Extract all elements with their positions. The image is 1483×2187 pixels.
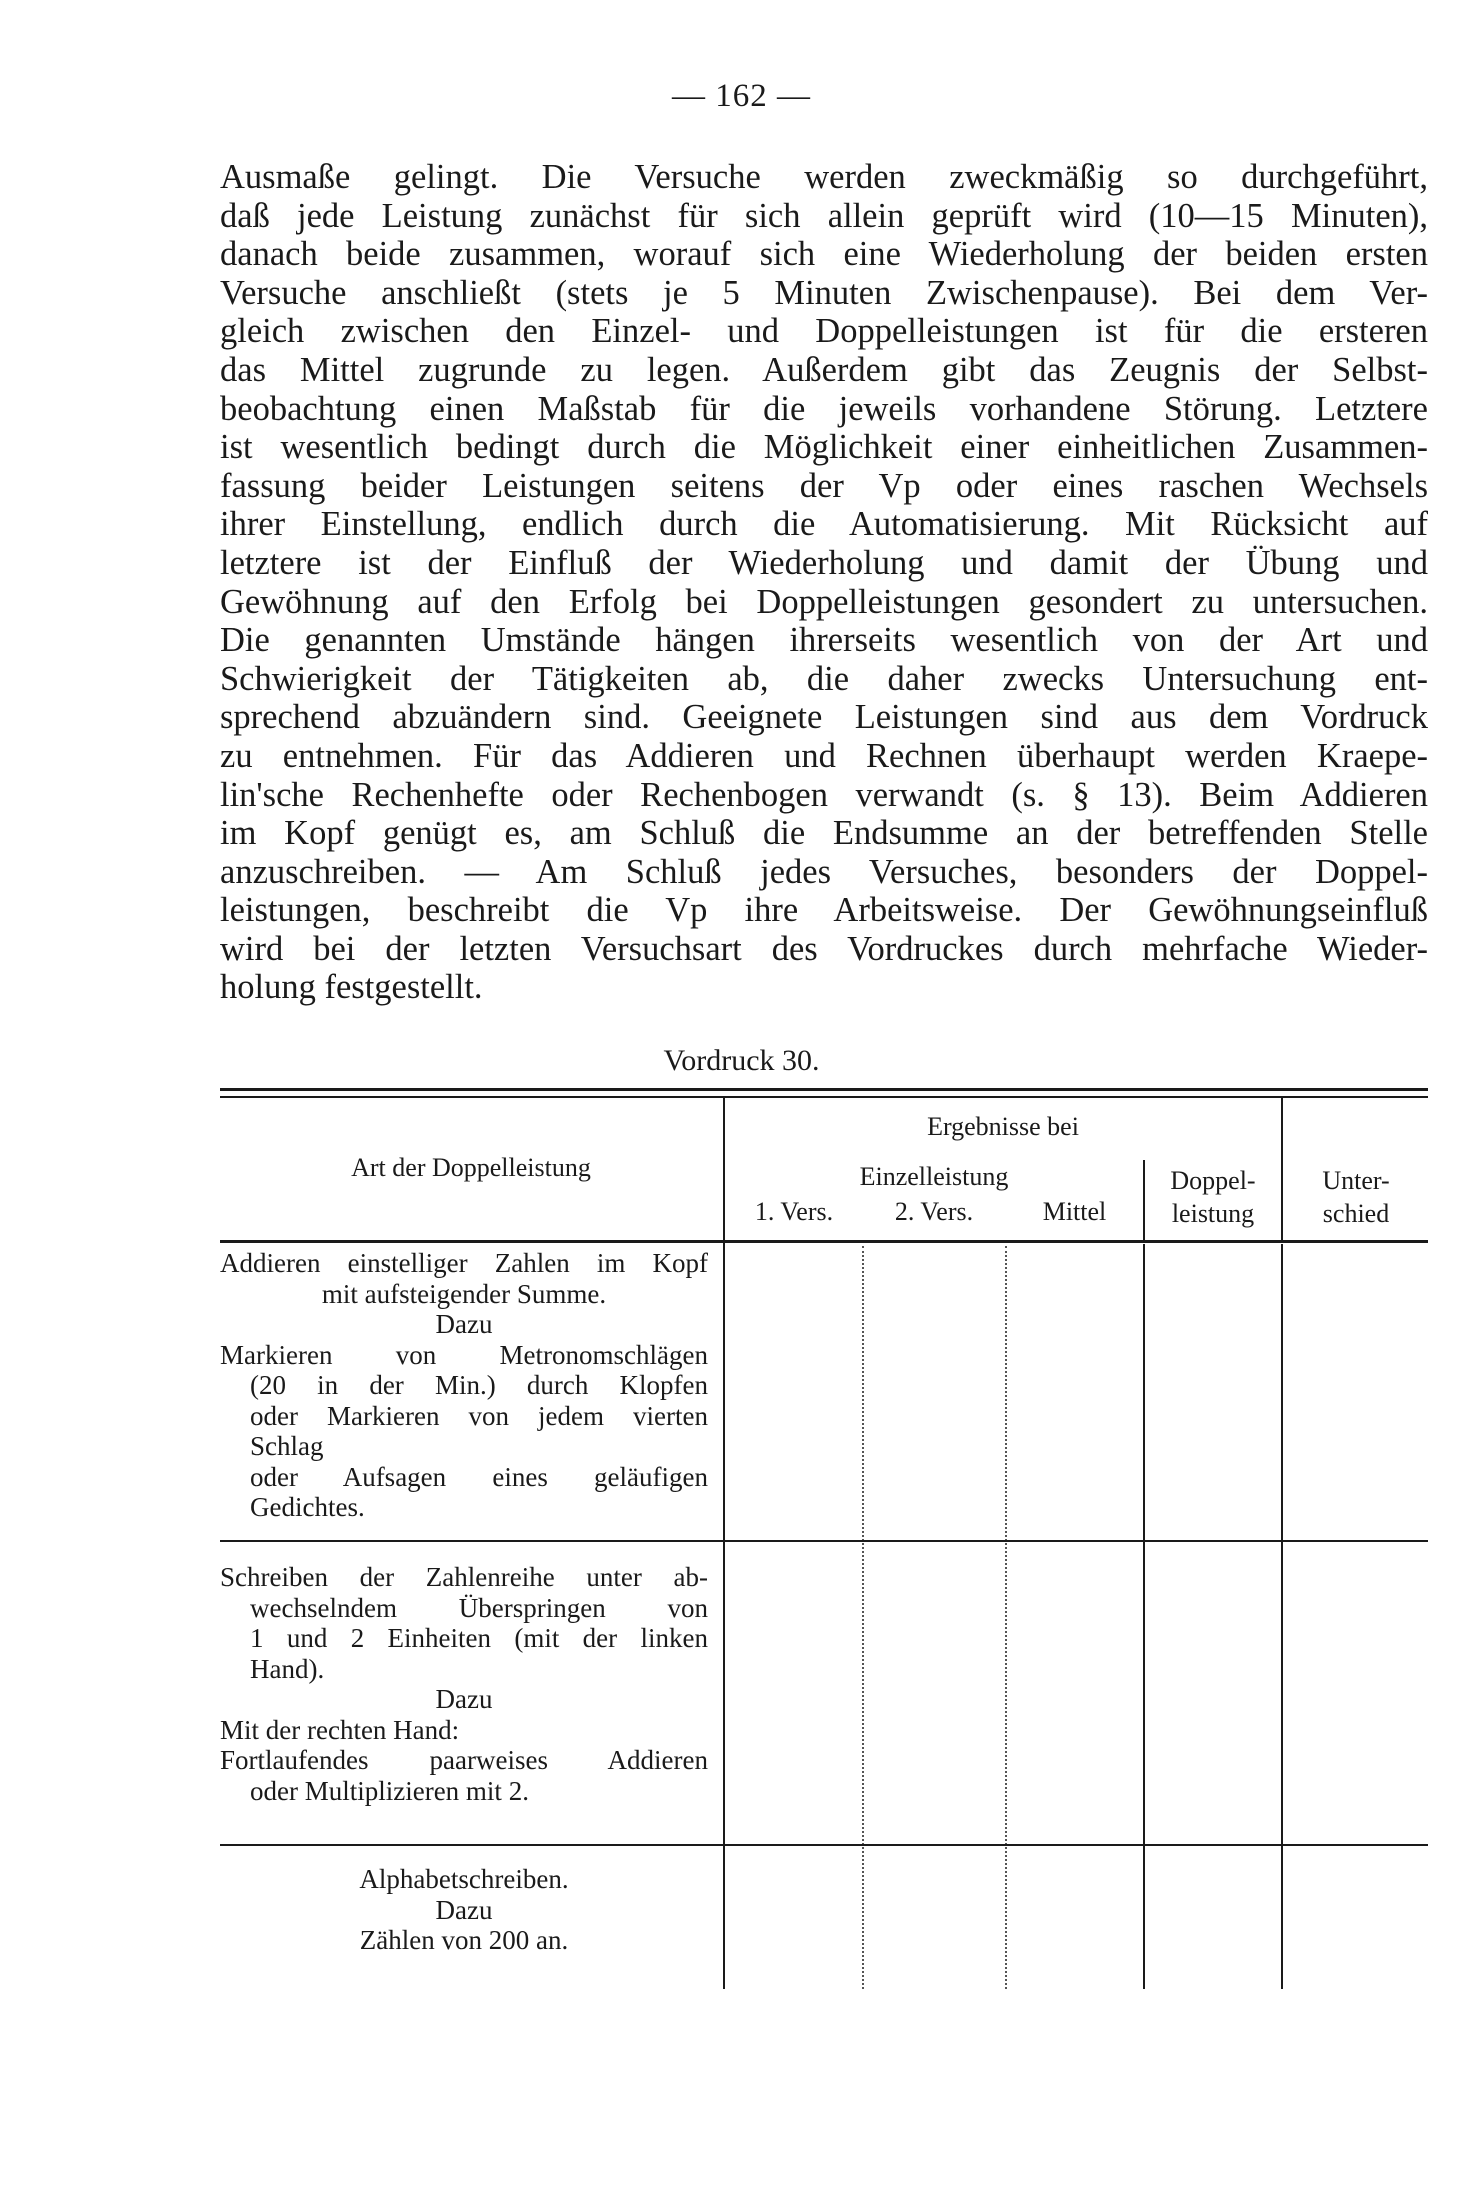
paragraph-line: fassung beider Leistungen seitens der Vp oder eines raschen Wechsels — [220, 466, 1428, 505]
row-line: Dazu — [435, 1684, 493, 1714]
row-line: (20 in der Min.) durch Klopfen — [250, 1370, 708, 1400]
page-number: — 162 — — [672, 78, 811, 114]
row-line: Hand). — [250, 1653, 325, 1684]
paragraph-line: anzuschreiben. — Am Schluß jedes Versuches, besonders der Doppel- — [220, 852, 1428, 891]
table-top-rule — [220, 1088, 1428, 1091]
column-divider — [1143, 1160, 1145, 1240]
paragraph-line: danach beide zusammen, worauf sich eine Wiederholung der beiden ersten — [220, 235, 1428, 274]
row-line: Schlag — [250, 1431, 324, 1461]
row-line: Markieren von Metronomschlägen — [220, 1339, 708, 1370]
form-title: Vordruck 30. — [663, 1044, 820, 1077]
paragraph-line: daß jede Leistung zunächst für sich allein geprüft wird (10—15 Minuten), — [220, 196, 1428, 235]
paragraph-line: Versuche anschließt (stets je 5 Minuten Zwischenpause). Bei dem Ver- — [220, 273, 1428, 312]
row-line: Schreiben der Zahlenreihe unter ab- — [220, 1562, 708, 1592]
row-line: Alphabetschreiben. — [359, 1864, 569, 1894]
header-unter-2: schied — [1322, 1199, 1390, 1228]
paragraph-line: zu entnehmen. Für das Addieren und Rechnen überhaupt werden Kraepe- — [220, 736, 1428, 775]
header-vers2: 2. Vers. — [894, 1197, 974, 1226]
paragraph-line: lin'sche Rechenhefte oder Rechenbogen verwandt (s. § 13). Beim Addieren — [220, 775, 1428, 814]
column-divider — [1143, 1244, 1145, 1989]
paragraph-line: das Mittel zugrunde zu legen. Außerdem gibt das Zeugnis der Selbst- — [220, 350, 1428, 389]
paragraph-line: Schwierigkeit der Tätigkeiten ab, die daher zwecks Untersuchung ent- — [220, 659, 1428, 698]
paragraph-line: im Kopf genügt es, am Schluß die Endsumme an der betreffenden Stelle — [220, 814, 1428, 853]
row-separator — [220, 1540, 1428, 1542]
paragraph-line: beobachtung einen Maßstab für die jeweils vorhandene Störung. Letztere — [220, 389, 1428, 428]
header-vers1: 1. Vers. — [754, 1197, 834, 1226]
header-ergebnisse: Ergebnisse bei — [927, 1112, 1079, 1141]
row-line: wechselndem Überspringen von — [250, 1592, 708, 1623]
paragraph-line: leistungen, beschreibt die Vp ihre Arbeitsweise. Der Gewöhnungseinfluß — [220, 891, 1428, 930]
header-doppel-2: leistung — [1171, 1199, 1255, 1228]
column-divider — [1281, 1244, 1283, 1989]
row-line: Dazu — [435, 1309, 493, 1339]
paragraph-line: gleich zwischen den Einzel- und Doppelleistungen ist für die ersteren — [220, 312, 1428, 351]
row-line: Zählen von 200 an. — [359, 1925, 569, 1955]
table-top-rule-inner — [220, 1096, 1428, 1098]
header-einzel: Einzelleistung — [859, 1162, 1009, 1191]
row-line: oder Multiplizieren mit 2. — [250, 1775, 529, 1806]
row-line: Mit der rechten Hand: — [220, 1714, 460, 1745]
paragraph-line: letztere ist der Einfluß der Wiederholung und damit der Übung und — [220, 543, 1428, 582]
paragraph-line: holung festgestellt. — [220, 968, 483, 1007]
table-row-3-description — [220, 1864, 708, 1956]
column-divider — [1281, 1098, 1283, 1240]
row-line: Addieren einstelliger Zahlen im Kopf — [220, 1248, 708, 1278]
paragraph-line: ihrer Einstellung, endlich durch die Automatisierung. Mit Rücksicht auf — [220, 505, 1428, 544]
header-art: Art der Doppelleistung — [351, 1153, 591, 1182]
row-line: Dazu — [435, 1894, 493, 1925]
row-line: mit aufsteigender Summe. — [321, 1278, 607, 1309]
row-line: oder Aufsagen eines geläufigen — [250, 1461, 708, 1492]
body-paragraph — [220, 158, 1428, 1007]
header-mittel: Mittel — [1042, 1197, 1107, 1226]
paragraph-line: Gewöhnung auf den Erfolg bei Doppelleistungen gesondert zu untersuchen. — [220, 582, 1428, 621]
row-line: oder Markieren von jedem vierten — [250, 1400, 708, 1431]
paragraph-line: Die genannten Umstände hängen ihrerseits wesentlich von der Art und — [220, 621, 1428, 660]
dotted-divider — [1005, 1246, 1007, 1989]
table-row-1-description — [220, 1248, 708, 1523]
table-row-2-description — [220, 1562, 708, 1806]
paragraph-line: sprechend abzuändern sind. Geeignete Leistungen sind aus dem Vordruck — [220, 698, 1428, 737]
header-unter-1: Unter- — [1322, 1166, 1390, 1195]
header-doppel-1: Doppel- — [1170, 1166, 1256, 1195]
column-divider — [723, 1098, 725, 1989]
paragraph-line: wird bei der letzten Versuchsart des Vordruckes durch mehrfache Wieder- — [220, 929, 1428, 968]
row-separator — [220, 1844, 1428, 1846]
row-line: 1 und 2 Einheiten (mit der linken — [250, 1623, 708, 1653]
row-line: Fortlaufendes paarweises Addieren — [220, 1745, 708, 1775]
paragraph-line: ist wesentlich bedingt durch die Möglichkeit einer einheitlichen Zusammen- — [220, 428, 1428, 467]
paragraph-line: Ausmaße gelingt. Die Versuche werden zweckmäßig so durchgeführt, — [220, 158, 1428, 196]
header-rule — [220, 1240, 1428, 1243]
dotted-divider — [862, 1246, 864, 1989]
row-line: Gedichtes. — [250, 1492, 365, 1522]
